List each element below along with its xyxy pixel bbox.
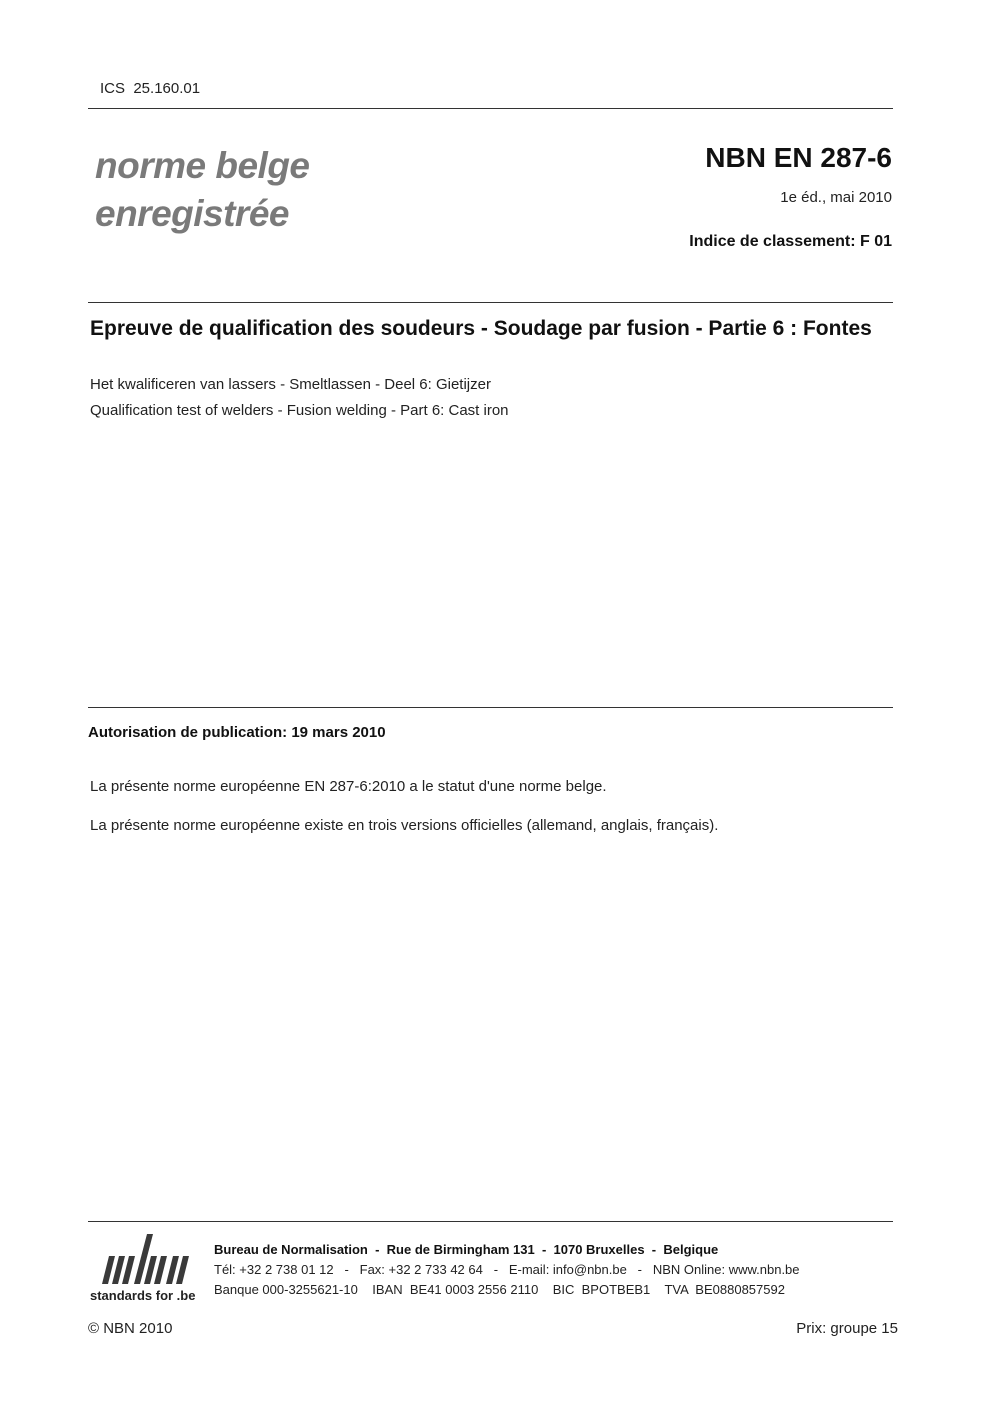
brand-line-2: enregistrée — [95, 193, 289, 234]
body-divider — [88, 707, 893, 708]
title-english: Qualification test of welders - Fusion welding - Part 6: Cast iron — [90, 402, 509, 419]
footer-divider — [88, 1221, 893, 1222]
brand-label — [95, 142, 310, 238]
edition-date: 1e éd., mai 2010 — [780, 189, 892, 206]
logo-tagline: standards for .be — [90, 1288, 196, 1303]
copyright: © NBN 2010 — [88, 1320, 173, 1337]
footer-contact: Tél: +32 2 738 01 12 - Fax: +32 2 733 42 64 - E-mail: info@nbn.be - NBN Online: www.nbn.be — [214, 1262, 800, 1277]
footer-banking: Banque 000-3255621-10 IBAN BE41 0003 2556 2110 BIC BPOTBEB1 TVA BE0880857592 — [214, 1282, 785, 1297]
title-divider — [88, 302, 893, 303]
standard-number: NBN EN 287-6 — [705, 142, 892, 173]
footer-address: Bureau de Normalisation - Rue de Birmingham 131 - 1070 Bruxelles - Belgique — [214, 1242, 719, 1257]
title-french: Epreuve de qualification des soudeurs - Soudage par fusion - Partie 6 : Fontes — [90, 317, 872, 340]
status-paragraph: La présente norme européenne EN 287-6:2010 a le statut d'une norme belge. — [90, 778, 607, 795]
brand-line-1: norme belge — [95, 145, 310, 186]
price-group: Prix: groupe 15 — [796, 1320, 898, 1337]
classification-index: Indice de classement: F 01 — [689, 233, 892, 250]
versions-paragraph: La présente norme européenne existe en trois versions officielles (allemand, anglais, français). — [90, 817, 719, 834]
ics-code: ICS 25.160.01 — [100, 80, 201, 97]
title-dutch: Het kwalificeren van lassers - Smeltlassen - Deel 6: Gietijzer — [90, 376, 491, 393]
header-divider — [88, 108, 893, 109]
publication-authorization: Autorisation de publication: 19 mars 2010 — [88, 724, 386, 741]
